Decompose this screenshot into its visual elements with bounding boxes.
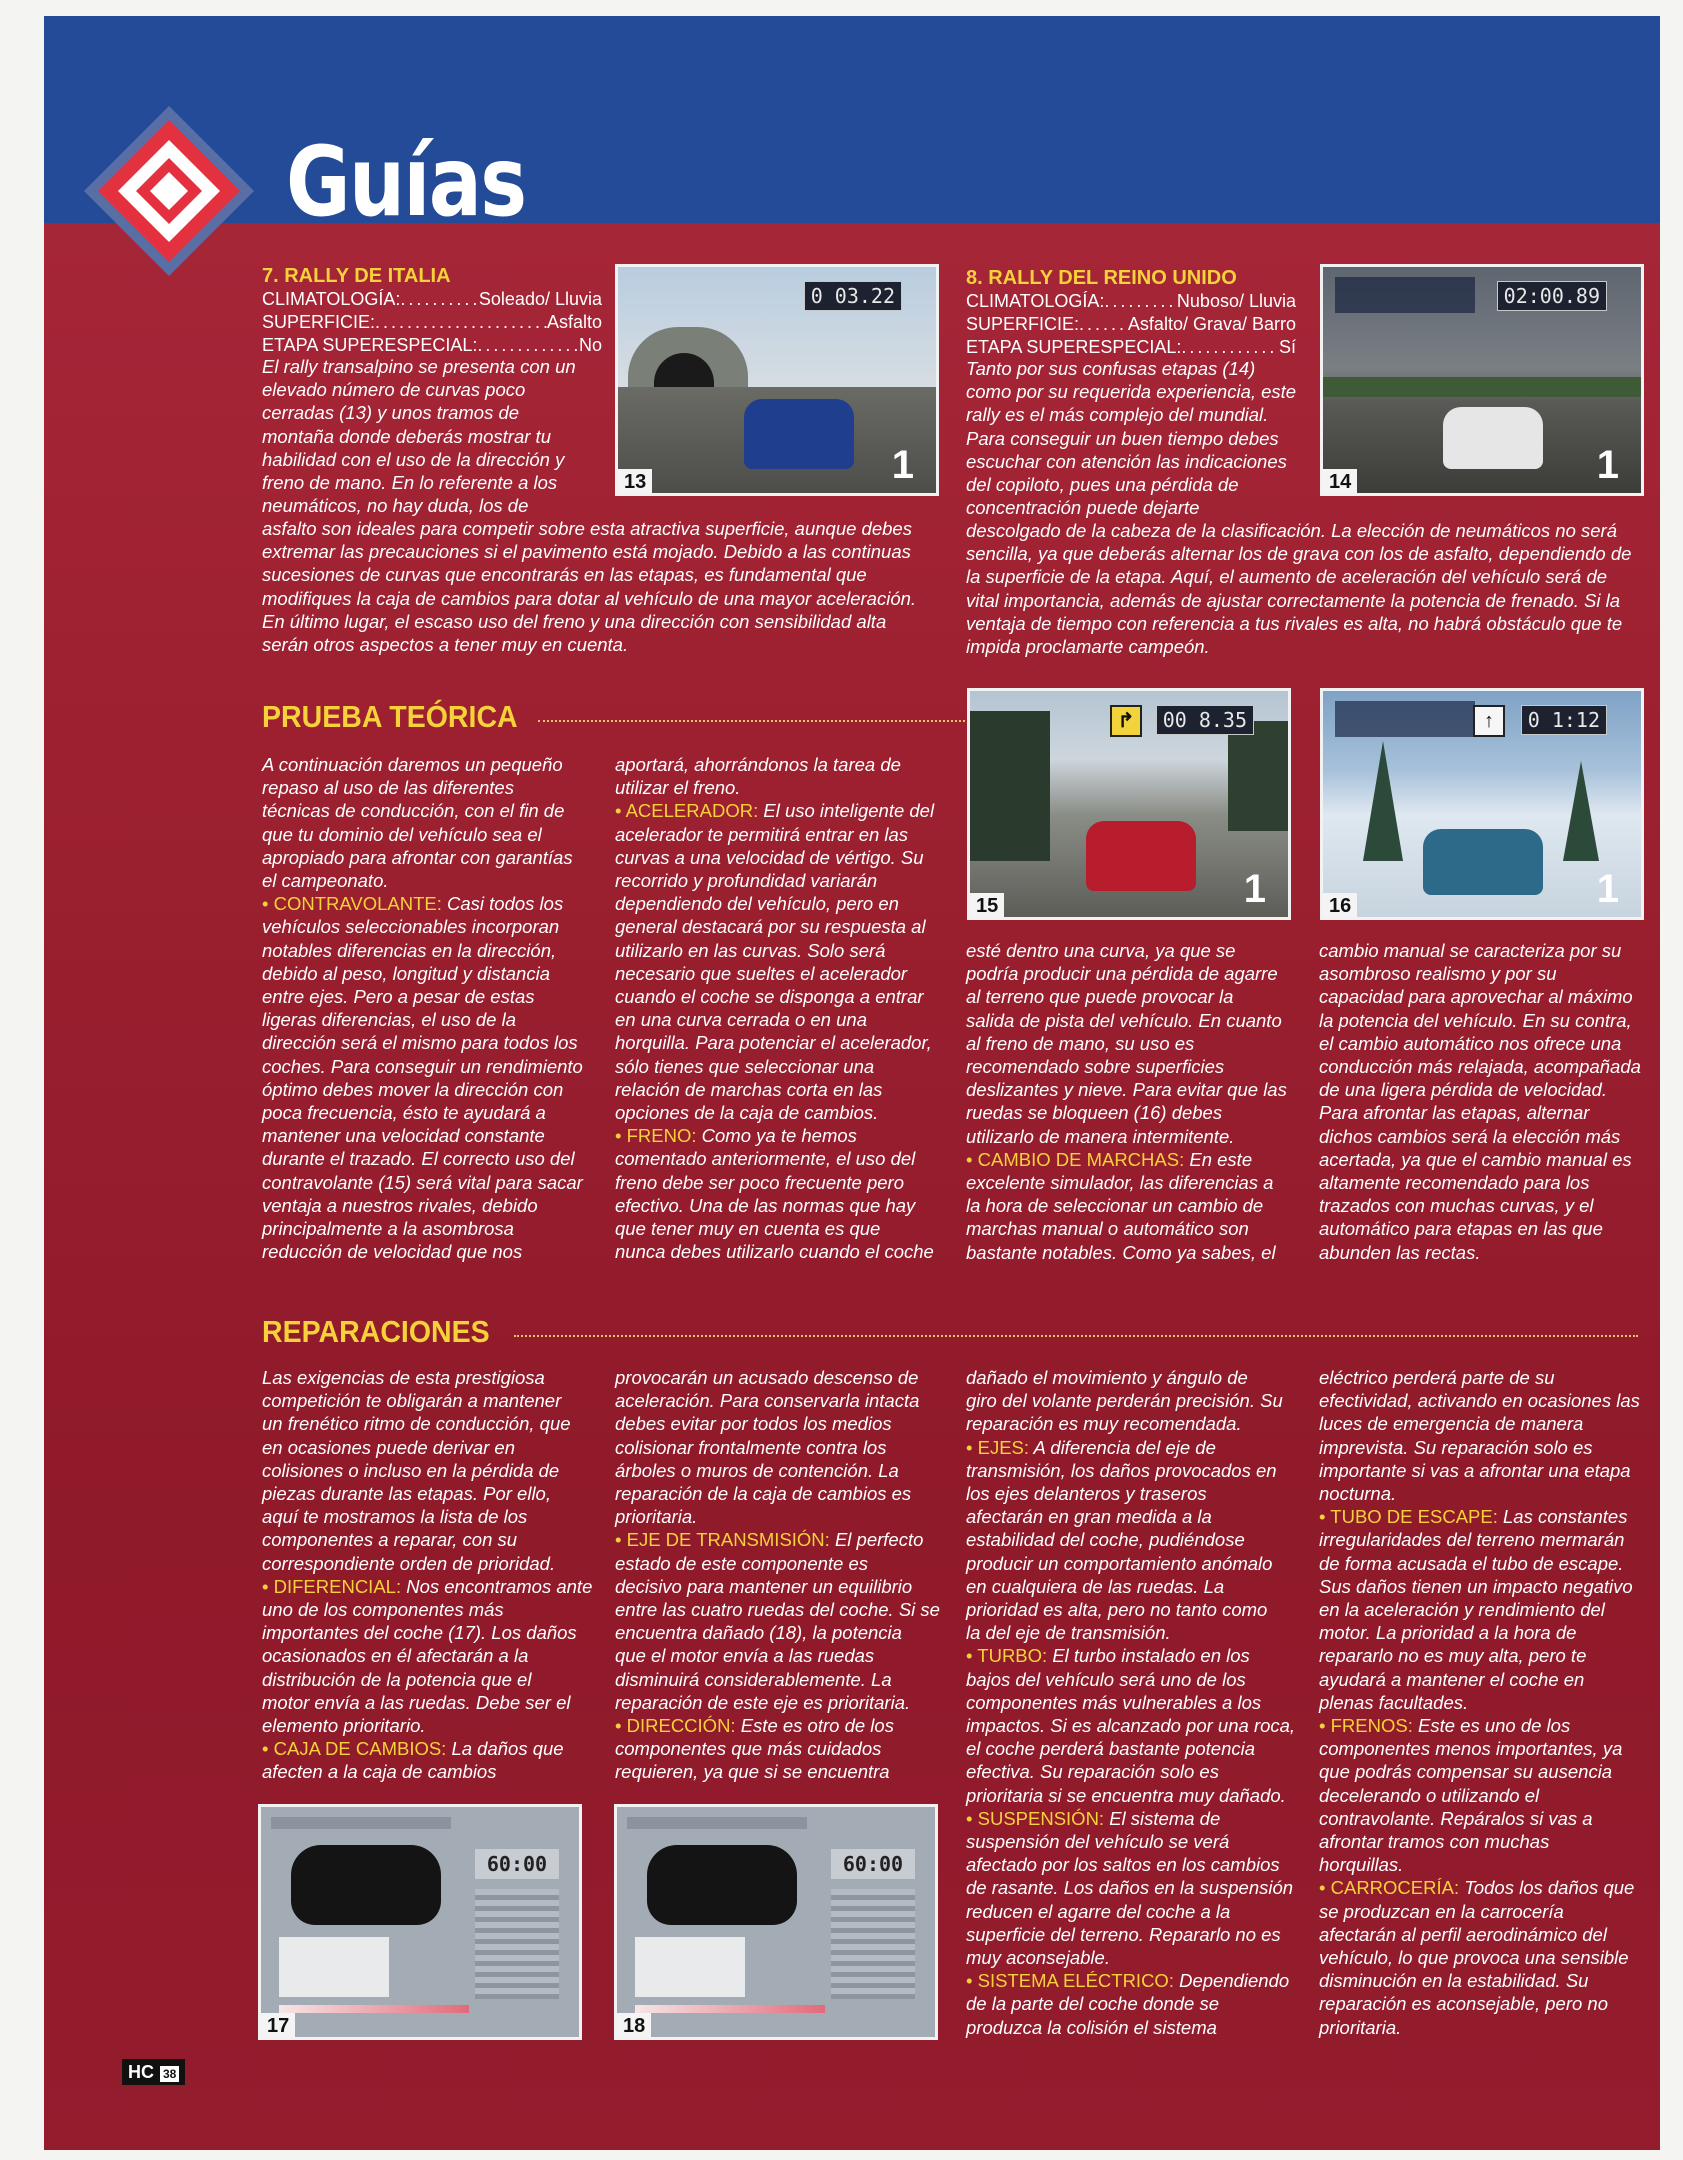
footer-brand: HC [128,2062,154,2082]
text-line: técnicas de conducción, con el fin de [262,800,565,822]
text-line: El rally transalpino se presenta con un [262,356,576,377]
text-line: árboles o muros de contención. La [615,1459,899,1481]
text-line: reducen el agarre del coche a la [966,1900,1231,1922]
text-line: que tener muy en cuenta es que [615,1218,881,1240]
rally7-text-narrow [262,355,622,517]
heading-prueba-teorica: PRUEBA TEÓRICA [262,699,518,734]
subheading: • EJE DE TRANSMISIÓN: [615,1529,830,1551]
text-line: efectivo. Una de las normas que hay [615,1194,916,1216]
text-line: componentes a reparar, con su [262,1529,518,1551]
page-footer [122,2059,185,2085]
text-line: modifiques la caja de cambios para dotar al vehículo de una mayor aceleración. [262,587,917,609]
text-line: en una curva cerrada o en una [615,1009,867,1031]
text-line: cerradas (13) y unos tramos de [262,402,520,424]
text-run: Todos los daños que [1459,1877,1635,1899]
text-run: Dependiendo [1173,1970,1290,1992]
text-line: los ejes delanteros y traseros [966,1483,1207,1505]
prueba-column-4 [1319,939,1659,1264]
text-line: decisivo para mantener un equilibrio [615,1575,913,1597]
text-line: afecten a la caja de cambios [262,1761,497,1783]
timer-13: 0 03.22 [804,281,902,311]
subheading: • DIRECCIÓN: [615,1715,736,1737]
text-line: reparación de este eje es prioritaria. [615,1691,911,1713]
text-line: de forma acusada el tubo de escape. [1319,1552,1624,1574]
text-line: elemento prioritario. [262,1715,426,1737]
subheading: • SISTEMA ELÉCTRICO: [966,1970,1174,1992]
text-line: como por su requerida experiencia, este [966,381,1297,403]
text-line: la del eje de transmisión. [966,1622,1171,1644]
text-line: afectarán al perfil aerodinámico del [1319,1923,1607,1945]
text-line: uno de los componentes más [262,1599,504,1621]
turn-sign-icon: ↱ [1110,705,1142,737]
text-line: aceleración. Para conservarla intacta [615,1390,920,1412]
subheading: • CONTRAVOLANTE: [262,893,442,915]
text-line: decelerando o utilizando el [1319,1784,1540,1806]
text-line: que tu dominio del vehículo sea el [262,823,542,845]
text-line: asombroso realismo y por su [1319,963,1557,985]
text-line: comentado anteriormente, el uso del [615,1148,916,1170]
text-line: motor envía a las ruedas. Debe ser el [262,1691,571,1713]
rally8-spec-surface: SUPERFICIE: ..... Asfalto/ Grava/ Barro [966,313,1296,336]
text-run: Nos encontramos ante [401,1575,593,1597]
text-line [262,1575,602,1598]
text-line: que podrás compensar su ausencia [1319,1761,1613,1783]
transmission-shaft-part-icon [635,1937,745,1997]
text-line: provocarán un acusado descenso de [615,1367,919,1388]
text-line: A continuación daremos un pequeño [262,754,563,775]
text-line [1319,1714,1659,1737]
text-line: óptimo debes mover la dirección con [262,1078,564,1100]
text-line [1319,1505,1659,1528]
text-line: importante si vas a afrontar una etapa [1319,1459,1631,1481]
text-line: competición te obligarán a mantener [262,1390,562,1412]
text-line [615,1714,955,1737]
text-line: salida de pista del vehículo. En cuanto [966,1009,1282,1031]
subheading: • FRENOS: [1319,1715,1413,1737]
reparaciones-column-4 [1319,1366,1659,2039]
page-number: 38 [160,2066,179,2082]
screenshot-number-13: 13 [618,469,652,493]
text-line: estabilidad del coche, pudiéndose [966,1529,1245,1551]
text-line: serán otros aspectos a tener muy en cuenta. [262,634,629,656]
text-line: excelente simulador, las diferencias a [966,1172,1274,1194]
text-line: disminución en la estabilidad. Su [1319,1970,1589,1992]
rally7-spec-superspecial: ETAPA SUPERESPECIAL: ..... No [262,334,602,357]
text-line: general destacará por su respuesta al [615,916,926,938]
heading-reparaciones-dotline [514,1335,1638,1337]
text-line [615,799,955,822]
text-line: utilizarlo en las curvas. Solo será [615,939,886,961]
text-run: La daños que [446,1738,564,1760]
rally8-header [966,266,1296,359]
straight-sign-icon: ↑ [1473,705,1505,737]
gear-14: 1 [1596,443,1619,487]
text-line: el coche perderá bastante potencia [966,1738,1256,1760]
text-line: asfalto son ideales para competir sobre esta atractiva superficie, aunque debes [262,518,912,539]
text-run: Este es otro de los [735,1715,894,1737]
text-line: recomendado sobre superficies [966,1056,1225,1078]
text-line: transmisión, los daños provocados en [966,1459,1277,1481]
text-line: bajos del vehículo será uno de los [966,1668,1246,1690]
text-line: requieren, ya que si se encuentra [615,1761,890,1783]
text-line: contravolante. Repáralos si vas a [1319,1807,1593,1829]
reparaciones-column-3 [966,1366,1306,2039]
text-line: componentes menos importantes, ya [1319,1738,1623,1760]
subheading: • CAJA DE CAMBIOS: [262,1738,447,1760]
timer-16: 0 1:12 [1521,705,1607,735]
text-line: principalmente a la asombrosa [262,1218,514,1240]
subheading: • TURBO: [966,1645,1048,1667]
text-line: apropiado para afrontar con garantías [262,846,573,868]
text-line: afectado por los saltos en los cambios [966,1854,1280,1876]
text-line: conducción más relajada, acompañada [1319,1056,1641,1078]
text-line: recorrido y profundidad variarán [615,870,878,892]
text-line: reparación de la caja de cambios es [615,1483,912,1505]
text-line: trazados con muchas curvas, y el [1319,1195,1594,1217]
text-line: necesario que sueltes el acelerador [615,962,908,984]
text-line: de una ligera pérdida de velocidad. [1319,1079,1607,1101]
text-line: entre ejes. Pero a pesar de estas [262,986,535,1008]
text-line: el campeonato. [262,870,389,892]
text-line: ventaja de tiempo con referencia a tus rivales es alta, no habrá obstáculo que te [966,612,1623,634]
text-line: nunca debes utilizarlo cuando el coche [615,1241,934,1263]
diamond-logo-icon [84,106,254,276]
text-line: irregularidades del terreno mermarán [1319,1529,1625,1551]
text-line: disminuirá considerablemente. La [615,1668,892,1690]
text-run: A diferencia del eje de [1029,1436,1216,1458]
text-line [615,1124,955,1147]
text-line: encuentra dañado (18), la potencia [615,1622,902,1644]
repair-time-18: 60:00 [831,1849,915,1879]
text-line: rally es el más complejo del mundial. [966,404,1269,426]
screenshot-17 [258,1804,582,2040]
text-line: cuando el coche se disponga a entrar [615,986,924,1008]
text-line: poca frecuencia, ésto te ayudará a [262,1102,546,1124]
screenshot-number-14: 14 [1323,469,1357,493]
text-line: colisionar frontalmente contra los [615,1436,887,1458]
text-line: curvas a una velocidad de vértigo. Su [615,846,924,868]
text-line: En último lugar, el escaso uso del freno y una dirección con sensibilidad alta [262,610,887,632]
text-line: repaso al uso de las diferentes [262,777,514,799]
text-line: concentración puede dejarte [966,497,1200,519]
rally8-spec-climate: CLIMATOLOGÍA: ..... Nuboso/ Lluvia [966,290,1296,313]
prueba-column-3 [966,939,1306,1264]
text-line: aquí te mostramos la lista de los [262,1506,528,1528]
text-line: aportará, ahorrándonos la tarea de [615,754,901,775]
text-line: correspondiente orden de prioridad. [262,1552,556,1574]
text-line: neumáticos, no hay duda, los de [262,495,529,517]
screenshot-number-17: 17 [261,2013,295,2037]
rally8-title: 8. RALLY DEL REINO UNIDO [966,267,1237,289]
text-line: afectarán en gran medida a la [966,1506,1212,1528]
text-line: contravolante (15) será vital para sacar [262,1171,583,1193]
repair-time-17: 60:00 [475,1849,559,1879]
text-line: colisiones o incluso en la pérdida de [262,1459,560,1481]
text-line: Sus daños tienen un impacto negativo [1319,1575,1633,1597]
text-line: bastante notables. Como ya sabes, el [966,1241,1276,1263]
text-line: componentes que más cuidados [615,1738,882,1760]
text-line: freno debe ser poco frecuente pero [615,1171,904,1193]
text-line: acelerador te permitirá entrar en las [615,823,909,845]
text-line: utilizarlo de manera intermitente. [966,1125,1235,1147]
screenshot-14 [1320,264,1644,496]
text-line: esté dentro una curva, ya que se [966,940,1236,961]
text-line: Las exigencias de esta prestigiosa [262,1367,545,1388]
text-line: componentes más vulnerables a los [966,1691,1262,1713]
text-line: en cualquiera de las ruedas. La [966,1575,1225,1597]
text-line: dichos cambios será la elección más [1319,1125,1621,1147]
rally7-text-wide [262,517,982,656]
text-line: utilizar el freno. [615,777,741,799]
text-line: importantes del coche (17). Los daños [262,1622,577,1644]
text-line: ocasionados en él afectarán a la [262,1645,529,1667]
text-line: dirección será el mismo para todos los [262,1032,578,1054]
text-line: montaña donde deberás mostrar tu [262,425,551,447]
text-run: Como ya te hemos [696,1125,857,1147]
prueba-column-2 [615,753,955,1263]
text-line: nocturna. [1319,1483,1397,1505]
rally8-text-narrow [966,357,1316,519]
text-line: acertada, ya que el cambio manual es [1319,1148,1632,1170]
text-line: motor. La prioridad a la hora de [1319,1622,1577,1644]
text-line [1319,1876,1659,1899]
subheading: • TUBO DE ESCAPE: [1319,1506,1498,1528]
text-line: produzca la colisión el sistema [966,2016,1217,2038]
differential-part-icon [279,1937,389,1997]
text-line: eléctrico perderá parte de su [1319,1367,1555,1388]
subheading: • CARROCERÍA: [1319,1877,1460,1899]
text-line: dañado el movimiento y ángulo de [966,1367,1248,1388]
text-line: elevado número de curvas poco [262,379,526,401]
text-line: giro del volante perderán precisión. Su [966,1390,1283,1412]
text-line: Para afrontar las etapas, alternar [1319,1102,1590,1124]
text-line: opciones de la caja de cambios. [615,1102,879,1124]
text-line: freno de mano. En lo referente a los [262,472,558,494]
rally7-spec-climate: CLIMATOLOGÍA: ..... Soleado/ Lluvia [262,288,602,311]
text-line: ayudará a mantener el coche en [1319,1668,1585,1690]
text-line: un frenético ritmo de conducción, que [262,1413,571,1435]
text-line: se produzcan en la carrocería [1319,1900,1564,1922]
text-line: coches. Para conseguir un rendimiento [262,1055,583,1077]
heading-prueba-dotline [538,720,969,722]
text-line: marchas manual o automático son [966,1218,1249,1240]
subheading: • ACELERADOR: [615,800,759,822]
text-line: mantener una velocidad constante [262,1125,545,1147]
reparaciones-column-2 [615,1366,955,1784]
text-line: de rasante. Los daños en la suspensión [966,1877,1294,1899]
screenshot-number-15: 15 [970,893,1004,917]
rally7-title: 7. RALLY DE ITALIA [262,265,451,287]
text-line: reducción de velocidad que nos [262,1241,523,1263]
text-line: horquillas. [1319,1854,1404,1876]
text-line: sólo tienes que seleccionar una [615,1055,875,1077]
text-line: de la parte del coche donde se [966,1993,1220,2015]
text-line: altamente recomendado para los [1319,1172,1590,1194]
reparaciones-column-1 [262,1366,602,1784]
text-line: debes evitar por todos los medios [615,1413,892,1435]
text-line: deslizantes y nieve. Para evitar que las [966,1079,1287,1101]
text-line: prioritaria. [615,1506,698,1528]
text-line: superficie del terreno. Repararlo no es [966,1923,1281,1945]
text-line: ligeras diferencias, el uso de la [262,1009,517,1031]
text-line: relación de marchas corta en las [615,1078,883,1100]
text-run: Casi todos los [441,893,564,915]
text-line: el cambio automático nos ofrece una [1319,1032,1622,1054]
text-line: la hora de seleccionar un cambio de [966,1195,1264,1217]
timer-15: 00 8.35 [1156,705,1254,735]
text-line: escuchar con atención las indicaciones [966,450,1287,472]
text-line: notables diferencias en la dirección, [262,939,557,961]
text-line: en ocasiones puede derivar en [262,1436,516,1458]
text-line: repararlo no es muy alta, pero te [1319,1645,1587,1667]
text-line: la potencia del vehículo. En su contra, [1319,1009,1632,1031]
text-line: la superficie de la etapa. Aquí, el aumento de aceleración del vehículo será de [966,566,1608,588]
text-line: plenas facultades. [1319,1691,1469,1713]
prueba-column-1 [262,753,602,1263]
text-line: impactos. Si es alcanzado por una roca, [966,1715,1296,1737]
magazine-page [44,16,1660,2150]
text-line: en la aceleración y rendimiento del [1319,1599,1605,1621]
subheading: • SUSPENSIÓN: [966,1807,1105,1829]
text-line: suspensión del vehículo se verá [966,1831,1230,1853]
text-run: El turbo instalado en los [1047,1645,1250,1667]
subheading: • DIFERENCIAL: [262,1575,402,1597]
gear-16: 1 [1596,867,1619,911]
text-line [262,1737,602,1760]
text-line: luces de emergencia de manera [1319,1413,1584,1435]
screenshot-13 [615,264,939,496]
screenshot-15 [967,688,1291,920]
text-line: producir un comportamiento anómalo [966,1552,1273,1574]
text-run: El uso inteligente del [758,800,935,822]
gear-15: 1 [1243,867,1266,911]
text-line: del copiloto, pues una pérdida de [966,474,1239,496]
rally7-spec-surface: SUPERFICIE: ..... Asfalto [262,311,602,334]
text-line: dependiendo del vehículo, pero en [615,893,899,915]
screenshot-number-18: 18 [617,2013,651,2037]
section-title: Guías [286,126,526,238]
text-run: El perfecto [829,1529,924,1551]
heading-reparaciones: REPARACIONES [262,1314,490,1349]
text-line: Para conseguir un buen tiempo debes [966,427,1279,449]
timer-14: 02:00.89 [1497,281,1607,311]
text-line: podría producir una pérdida de agarre [966,963,1278,985]
text-line: horquilla. Para potenciar el acelerador, [615,1032,932,1054]
text-line [966,1969,1306,1992]
text-line: distribución de la potencia que el [262,1668,532,1690]
text-line: reparación es aconsejable, pero no [1319,1993,1608,2015]
text-line: ventaja a nuestros rivales, debido [262,1194,538,1216]
text-line: piezas durante las etapas. Por ello, [262,1483,551,1505]
text-line [966,1436,1306,1459]
text-line: habilidad con el uso de la dirección y [262,448,565,470]
text-line: impida proclamarte campeón. [966,636,1210,658]
text-line: al terreno que puede provocar la [966,986,1234,1008]
text-line: estado de este componente es [615,1552,869,1574]
screenshot-16 [1320,688,1644,920]
subheading: • CAMBIO DE MARCHAS: [966,1148,1185,1170]
text-line: ruedas se bloqueen (16) debes [966,1102,1223,1124]
text-line: vehículo, lo que provoca una sensible [1319,1947,1629,1969]
text-line: prioritaria si se encuentra muy dañado. [966,1784,1286,1806]
text-line: abunden las rectas. [1319,1241,1481,1263]
text-run: El sistema de [1104,1807,1221,1829]
text-line: efectividad, activando en ocasiones las [1319,1390,1640,1412]
text-run: Las constantes [1497,1506,1628,1528]
text-line: al freno de mano, su uso es [966,1032,1195,1054]
text-run: En este [1184,1148,1253,1170]
text-line: sencilla, ya que deberás alternar los de grava con los de asfalto, dependiendo de [966,543,1632,565]
text-line: extremar las precauciones si el pavimento está mojado. Debido a las continuas [262,541,911,563]
text-line: muy aconsejable. [966,1947,1110,1969]
text-line: efectiva. Su reparación solo es [966,1761,1219,1783]
text-line [615,1528,955,1551]
text-line: descolgado de la cabeza de la clasificación. La elección de neumáticos no será [966,520,1617,541]
subheading: • FRENO: [615,1125,697,1147]
text-line: vital importancia, además de ajustar correctamente la potencia de frenado. Si la [966,589,1621,611]
text-line: afrontar tramos con muchas [1319,1831,1550,1853]
text-line [966,1807,1306,1830]
rally8-text-wide [966,519,1660,658]
text-line: que el motor envía a las ruedas [615,1645,875,1667]
screenshot-number-16: 16 [1323,893,1357,917]
subheading: • EJES: [966,1436,1030,1458]
text-line: imprevista. Su reparación solo es [1319,1436,1593,1458]
text-line: entre las cuatro ruedas del coche. Si se [615,1599,940,1621]
text-line: automático para etapas en las que [1319,1218,1603,1240]
text-line: debido al peso, longitud y distancia [262,962,550,984]
text-line: prioridad es alta, pero no tanto como [966,1599,1268,1621]
text-line: capacidad para aprovechar al máximo [1319,986,1633,1008]
text-line: reparación es muy recomendada. [966,1413,1242,1435]
text-line: Tanto por sus confusas etapas (14) [966,358,1256,379]
text-line: vehículos seleccionables incorporan [262,916,560,938]
gear-13: 1 [891,443,914,487]
text-line [966,1148,1306,1171]
rally7-header [262,264,602,357]
screenshot-18 [614,1804,938,2040]
rally8-spec-superspecial: ETAPA SUPERESPECIAL: ..... Sí [966,336,1296,359]
text-line: prioritaria. [1319,2016,1402,2038]
text-line: cambio manual se caracteriza por su [1319,940,1622,961]
text-line [966,1644,1306,1667]
text-line: durante el trazado. El correcto uso del [262,1148,575,1170]
text-run: Este es uno de los [1412,1715,1571,1737]
text-line [262,892,602,915]
text-line: sucesiones de curvas que encontrarás en las etapas, es fundamental que [262,564,867,586]
